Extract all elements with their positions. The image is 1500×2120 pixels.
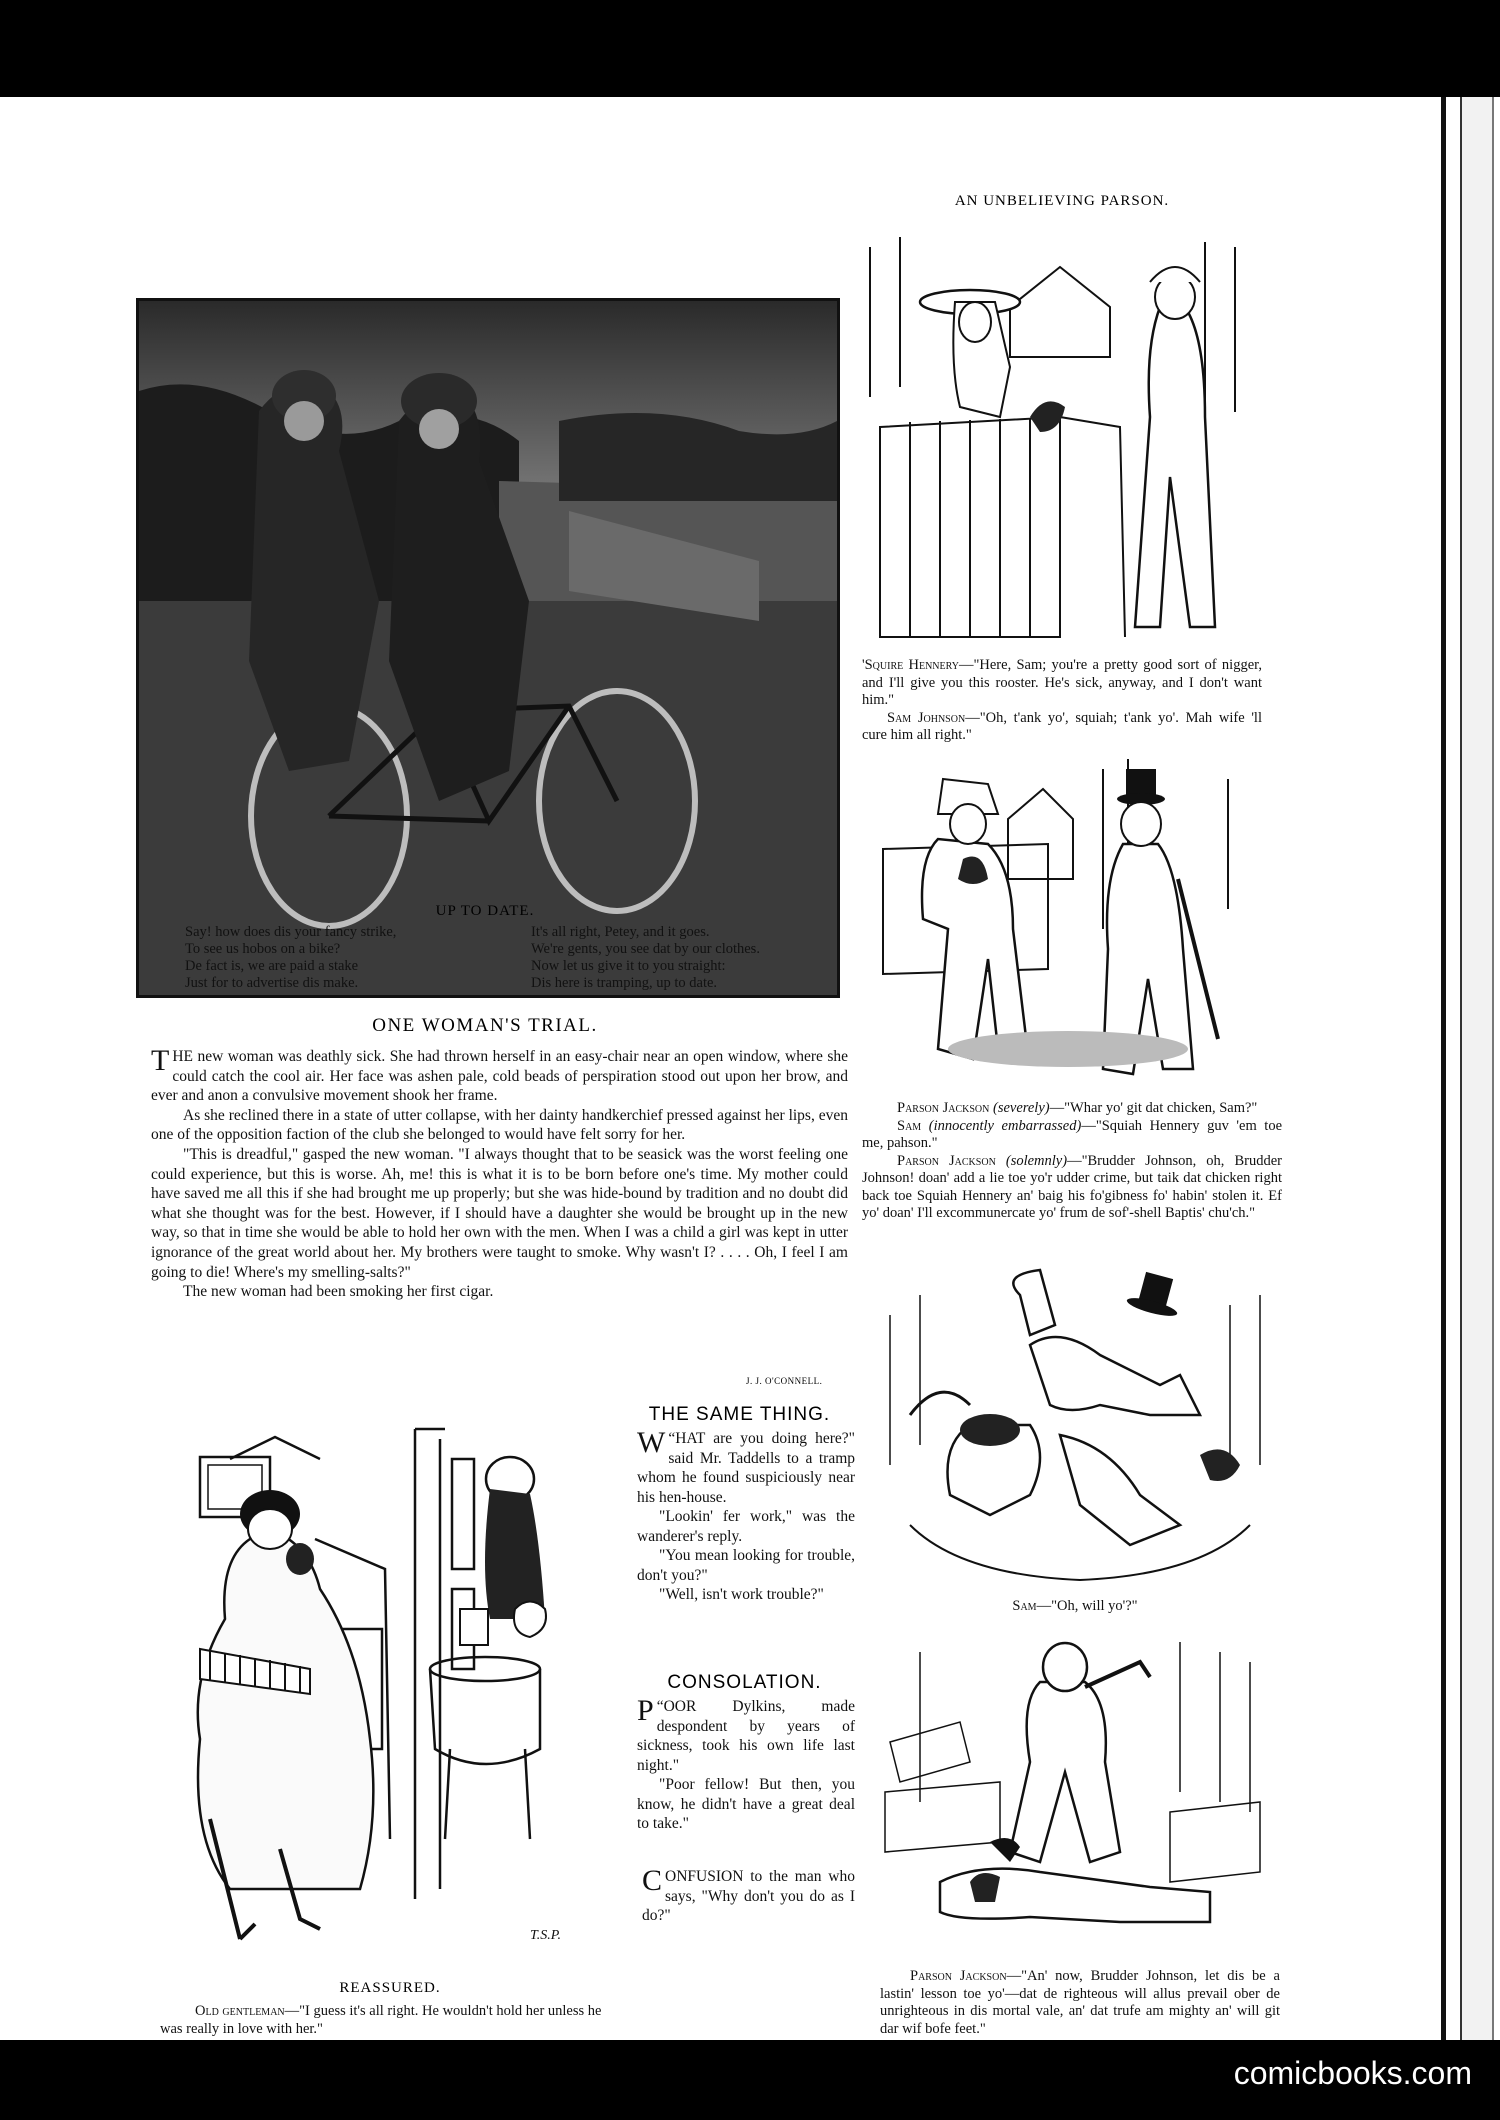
dialogue: "Oh, t'ank yo', squiah; t'ank yo'. Mah wife 'll cure him all right.": [862, 709, 1262, 743]
parson-caption-1: 'Squire Hennery—"Here, Sam; you're a pretty good sort of nigger, and I'll give you this rooster. He's sick, anyway, and I don't want him." Sam Johnson—"Oh, t'ank yo', squiah; t'ank yo'. Mah wife 'll cure him all right.": [862, 657, 1263, 743]
verse-line: It's all right, Petey, and it goes.: [531, 924, 710, 940]
consolation-title: CONSOLATION.: [667, 1672, 822, 1693]
story-byline: J. J. O'CONNELL.: [746, 1376, 823, 1386]
speaker-name: Sam: [897, 1117, 922, 1134]
speaker-name: Old gentleman: [195, 2003, 285, 2019]
artist-signature: T.S.P.: [530, 1928, 561, 1943]
story-paragraph: As she reclined there in a state of utter collapse, with her dainty handkerchief pressed against her lips, even one of the opposition faction of the club she belonged to would have felt sorry for her.: [151, 1106, 848, 1144]
same-thing-paragraph: "You mean looking for trouble, don't you?": [637, 1547, 855, 1584]
stage-direction: (innocently embarrassed): [928, 1117, 1082, 1134]
verse-line: To see us hobos on a bike?: [185, 941, 341, 957]
drop-cap: W: [637, 1426, 666, 1459]
parson-caption-4: Parson Jackson—"An' now, Brudder Johnson, let dis be a lastin' lesson toe yo'—dat de righteous will allus prevail ober de unrighteous in dis mortal vale, an' dat trufe am mighty an' will git dar wif bofe feet.": [880, 1968, 1280, 2037]
verse-left: [185, 924, 525, 992]
confusion-text: ONFUSION to the man who says, "Why don't you do as I do?": [642, 1868, 855, 1924]
drop-cap: P: [637, 1694, 654, 1727]
parson-panel-1: [860, 217, 1260, 649]
magazine-page: [0, 97, 1500, 2040]
consolation-body: “ P OOR Dylkins, made despondent by years of sickness, took his own life last night." "Poor fellow! But then, you know, he didn't have a great deal to take.": [637, 1694, 855, 1832]
parson-caption-3: Sam—"Oh, will yo'?": [1012, 1598, 1138, 1614]
same-thing-title: THE SAME THING.: [648, 1404, 831, 1425]
story-paragraph: HE new woman was deathly sick. She had thrown herself in an easy-chair near an open window, where she could catch the cool air. Her face was ashen pale, cold beads of perspiration stood out upon her brow, and ever and anon a convulsive movement shook her frame.: [151, 1048, 848, 1105]
parson-panel-4: [880, 1622, 1270, 1957]
reassured-line: "I guess it's all right. He wouldn't hold her unless he was really in love with her.": [160, 2003, 602, 2037]
consolation-paragraph: "Poor fellow! But then, you know, he didn't have a great deal to take.": [637, 1776, 855, 1832]
dialogue: "An' now, Brudder Johnson, let dis be a lastin' lesson toe yo'—dat de righteous will allus prevail ober de unrighteous in dis mortal vale, an' dat trufe am mighty an' will git dar wif bofe feet.": [880, 1968, 1280, 2037]
drop-cap: T: [151, 1044, 170, 1077]
same-thing-body: “ W HAT are you doing here?" said Mr. Taddells to a tramp whom he found suspiciously near his hen-house. "Lookin' fer work," was the wanderer's reply. "You mean looking for trouble, don't you?" "Well, isn't work trouble?": [637, 1426, 855, 1603]
verse-line: Say! how does dis your fancy strike,: [185, 924, 397, 940]
story-paragraph: The new woman had been smoking her first cigar.: [183, 1283, 494, 1301]
dialogue: "Whar yo' git dat chicken, Sam?": [1064, 1100, 1258, 1116]
reassured-illustration: [170, 1419, 610, 1974]
speaker-name: Parson Jackson: [897, 1100, 990, 1116]
verse-line: We're gents, you see dat by our clothes.: [531, 941, 760, 957]
dialogue: "Brudder Johnson, oh, Brudder Johnson! doan' add a lie toe yo'r udder crime, but taik dat chicken right back toe Squiah Hennery an' baig his fo'gibness fo' habin' stolen it. Ef yo' doan' I'll excommunercate yo' frum de sof'-shell Baptis' chu'ch.": [862, 1152, 1283, 1221]
verse-line: Just for to advertise dis make.: [185, 975, 359, 991]
same-thing-paragraph: "Well, isn't work trouble?": [659, 1586, 824, 1603]
photo-caption-title: UP TO DATE.: [435, 903, 535, 919]
speaker-name: Parson Jackson: [897, 1152, 996, 1169]
reassured-title: REASSURED.: [339, 1980, 441, 1996]
story-title: ONE WOMAN'S TRIAL.: [372, 1015, 598, 1036]
same-thing-paragraph: "Lookin' fer work," was the wanderer's reply.: [637, 1508, 855, 1545]
story-paragraph: "This is dreadful," gasped the new woman. "I always thought that to be seasick was the worst feeling one could experience, but this is worse. Ah, me! this is what it is to be born before one's time. My mother could have saved me all this if she had brought me up properly; but she was hide-bound by tradition and no doubt did what she thought was for the best. However, if I should have a daughter she would be brought up in the new way, so that in time she would be able to hold her own with the men. When I was a child a girl was kept in utter ignorance of the great world about her. My brothers were taught to smoke. Why wasn't I? . . . . Oh, I feel I am going to die! Where's my smelling-salts?": [151, 1145, 848, 1281]
speaker-name: 'Squire Hennery: [862, 657, 959, 673]
reassured-caption: Old gentleman—"I guess it's all right. He wouldn't hold her unless he was really in love with her.": [160, 2003, 602, 2037]
speaker-name: Sam: [1012, 1598, 1037, 1614]
stage-direction: (solemnly): [1005, 1152, 1068, 1169]
consolation-paragraph: OOR Dylkins, made despondent by years of sickness, took his own life last night.": [637, 1698, 855, 1774]
story-body: [151, 1044, 848, 1302]
dialogue: "Squiah Hennery guv 'em toe me, pahson.": [862, 1117, 1283, 1151]
dialogue: "Oh, will yo'?": [1051, 1598, 1138, 1614]
speaker-name: Parson Jackson: [910, 1968, 1007, 1984]
bicycle-tramps-photo: [136, 298, 840, 998]
drop-cap: C: [642, 1864, 663, 1897]
page-binding-edge: [1441, 97, 1500, 2040]
dialogue: "Here, Sam; you're a pretty good sort of nigger, and I'll give you this rooster. He's sick, anyway, and I don't want him.": [862, 657, 1263, 708]
verse-right: [531, 924, 831, 992]
confusion-body: [642, 1864, 855, 1926]
verse-line: Dis here is tramping, up to date.: [531, 975, 718, 991]
parson-title: AN UNBELIEVING PARSON.: [954, 193, 1170, 209]
same-thing-paragraph: HAT are you doing here?" said Mr. Taddells to a tramp whom he found suspiciously near his hen-house.: [637, 1430, 855, 1506]
speaker-name: Sam Johnson: [887, 709, 966, 726]
parson-panel-2: [878, 749, 1268, 1094]
verse-line: De fact is, we are paid a stake: [185, 958, 359, 974]
parson-panel-3: [880, 1265, 1270, 1595]
watermark: comicbooks.com: [1224, 2051, 1482, 2096]
stage-direction: (severely): [992, 1100, 1050, 1116]
parson-caption-2: Parson Jackson (severely)—"Whar yo' git dat chicken, Sam?" Sam (innocently embarrassed)—"Squiah Hennery guv 'em toe me, pahson." Parson Jackson (solemnly)—"Brudder Johnson, oh, Brudder Johnson! doan' add a lie toe yo'r udder crime, but taik dat chicken right back toe Squiah Hennery an' baig his fo'gibness fo' habin' stolen it. Ef yo' doan' I'll excommunercate yo' frum de sof'-shell Baptis' chu'ch.": [862, 1100, 1283, 1221]
verse-line: Now let us give it to you straight:: [531, 958, 726, 974]
